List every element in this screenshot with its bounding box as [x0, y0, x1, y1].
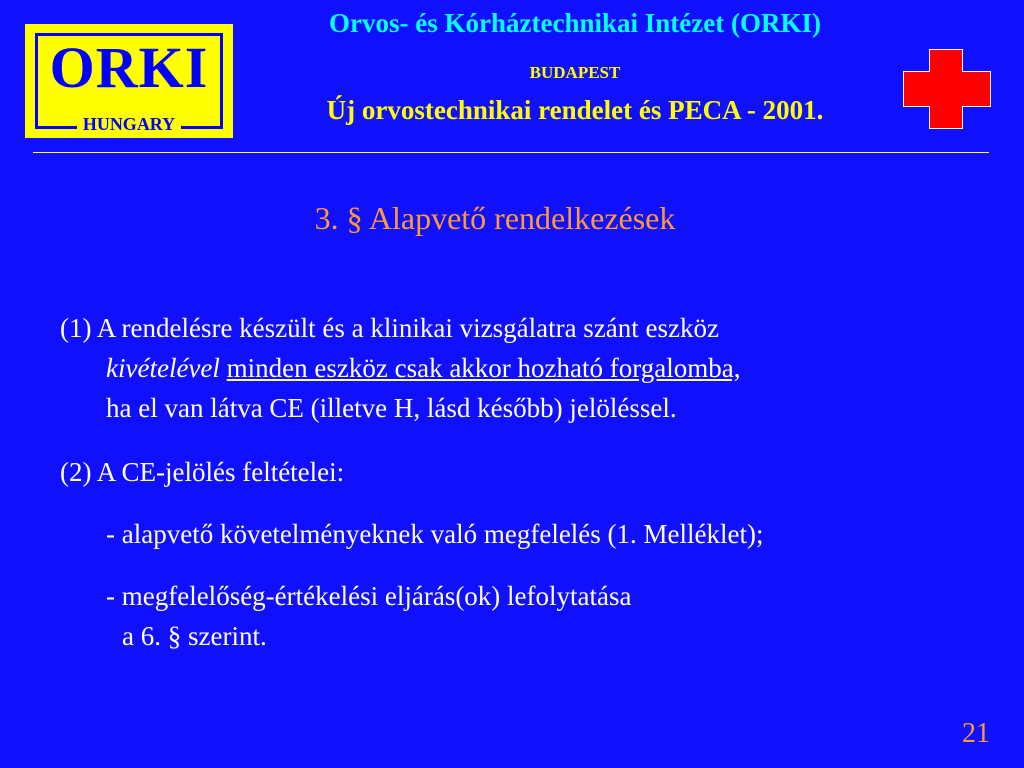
header-divider [33, 152, 989, 153]
section-title: 3. § Alapvető rendelkezések [314, 200, 676, 236]
header-title: Orvos- és Kórháztechnikai Intézet (ORKI) [329, 8, 821, 38]
red-cross-icon [903, 49, 991, 129]
cross-center-fill [930, 50, 962, 128]
logo-word: ORKI [49, 35, 209, 100]
page-number: 21 [962, 718, 990, 749]
paragraph1-line1: (1) A rendelésre készült és a klinikai vizsgálatra szánt eszköz [60, 313, 719, 343]
paragraph1-line2 [106, 348, 741, 388]
logo-subtitle-text: HUNGARY [77, 114, 181, 134]
paragraph2-bullet1: - alapvető követelményeknek való megfelelés (1. Melléklet); [106, 519, 764, 549]
logo-subtitle [25, 114, 233, 134]
header-city: BUDAPEST [529, 63, 621, 82]
header-subtitle: Új orvostechnikai rendelet és PECA - 2001. [326, 95, 824, 125]
paragraph1-italic-text: kivételével [106, 353, 220, 383]
paragraph2-line1: (2) A CE-jelölés feltételei: [60, 457, 345, 487]
paragraph1-underlined-text: minden eszköz csak akkor hozható forgalomba, [226, 353, 741, 383]
orki-logo [25, 24, 233, 138]
paragraph2-bullet2-line1: - megfelelőség-értékelési eljárás(ok) lefolytatása [106, 581, 632, 611]
paragraph1-line3: ha el van látva CE (illetve H, lásd később) jelöléssel. [106, 393, 677, 423]
paragraph2-bullet2-line2: a 6. § szerint. [122, 621, 267, 651]
